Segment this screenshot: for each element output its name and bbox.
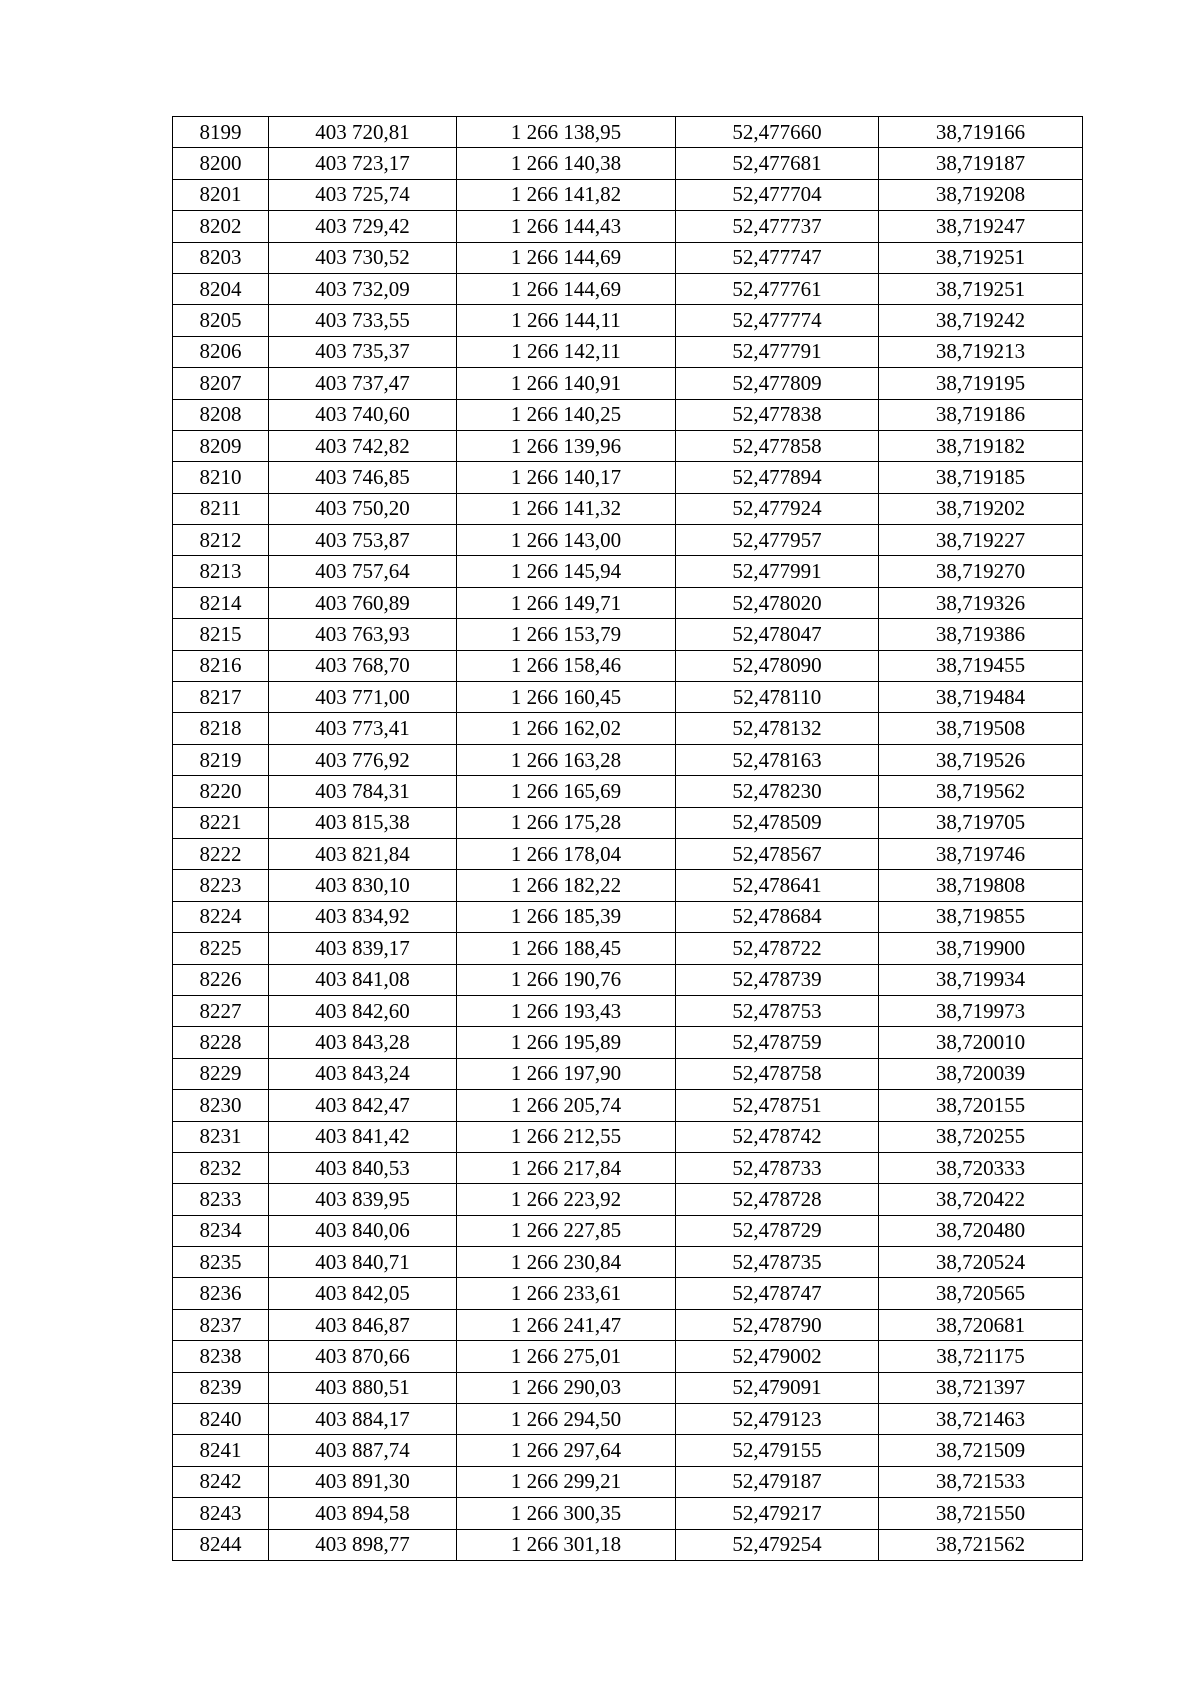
coordinate-y-cell: 1 266 233,61 xyxy=(457,1278,676,1309)
coordinate-x-cell: 403 720,81 xyxy=(269,117,457,148)
coordinate-x-cell: 403 894,58 xyxy=(269,1498,457,1529)
coordinate-x-cell: 403 750,20 xyxy=(269,493,457,524)
coordinates-table-body xyxy=(173,117,1083,1561)
coordinate-y-cell: 1 266 160,45 xyxy=(457,682,676,713)
coordinate-y-cell: 1 266 143,00 xyxy=(457,525,676,556)
coordinate-x-cell: 403 771,00 xyxy=(269,682,457,713)
coordinate-x-cell: 403 737,47 xyxy=(269,368,457,399)
table-row xyxy=(173,1309,1083,1340)
table-row xyxy=(173,587,1083,618)
coordinate-a-cell: 52,478110 xyxy=(676,682,879,713)
table-row xyxy=(173,556,1083,587)
coordinate-a-cell: 52,477774 xyxy=(676,305,879,336)
point-number-cell: 8240 xyxy=(173,1404,269,1435)
coordinate-a-cell: 52,479155 xyxy=(676,1435,879,1466)
coordinate-y-cell: 1 266 158,46 xyxy=(457,650,676,681)
coordinate-a-cell: 52,478567 xyxy=(676,838,879,869)
table-row xyxy=(173,1184,1083,1215)
coordinate-b-cell: 38,719185 xyxy=(879,462,1083,493)
point-number-cell: 8227 xyxy=(173,995,269,1026)
table-row xyxy=(173,430,1083,461)
coordinate-a-cell: 52,478132 xyxy=(676,713,879,744)
point-number-cell: 8236 xyxy=(173,1278,269,1309)
point-number-cell: 8224 xyxy=(173,901,269,932)
coordinate-x-cell: 403 815,38 xyxy=(269,807,457,838)
table-row xyxy=(173,242,1083,273)
coordinate-a-cell: 52,477894 xyxy=(676,462,879,493)
point-number-cell: 8231 xyxy=(173,1121,269,1152)
coordinate-x-cell: 403 834,92 xyxy=(269,901,457,932)
point-number-cell: 8230 xyxy=(173,1090,269,1121)
coordinate-b-cell: 38,719213 xyxy=(879,336,1083,367)
point-number-cell: 8200 xyxy=(173,148,269,179)
coordinate-y-cell: 1 266 195,89 xyxy=(457,1027,676,1058)
coordinate-b-cell: 38,721175 xyxy=(879,1341,1083,1372)
coordinate-b-cell: 38,720480 xyxy=(879,1215,1083,1246)
coordinate-y-cell: 1 266 294,50 xyxy=(457,1404,676,1435)
coordinate-x-cell: 403 840,53 xyxy=(269,1152,457,1183)
table-row xyxy=(173,1372,1083,1403)
coordinate-y-cell: 1 266 163,28 xyxy=(457,744,676,775)
coordinate-b-cell: 38,719705 xyxy=(879,807,1083,838)
point-number-cell: 8205 xyxy=(173,305,269,336)
point-number-cell: 8209 xyxy=(173,430,269,461)
point-number-cell: 8241 xyxy=(173,1435,269,1466)
coordinate-y-cell: 1 266 188,45 xyxy=(457,933,676,964)
coordinate-a-cell: 52,478509 xyxy=(676,807,879,838)
table-row xyxy=(173,1404,1083,1435)
coordinate-a-cell: 52,479254 xyxy=(676,1529,879,1560)
coordinate-x-cell: 403 729,42 xyxy=(269,211,457,242)
coordinate-y-cell: 1 266 175,28 xyxy=(457,807,676,838)
coordinate-x-cell: 403 735,37 xyxy=(269,336,457,367)
point-number-cell: 8226 xyxy=(173,964,269,995)
table-row xyxy=(173,933,1083,964)
coordinate-b-cell: 38,719242 xyxy=(879,305,1083,336)
table-row xyxy=(173,1341,1083,1372)
point-number-cell: 8239 xyxy=(173,1372,269,1403)
coordinate-x-cell: 403 760,89 xyxy=(269,587,457,618)
coordinate-y-cell: 1 266 144,43 xyxy=(457,211,676,242)
coordinate-b-cell: 38,719855 xyxy=(879,901,1083,932)
coordinate-x-cell: 403 723,17 xyxy=(269,148,457,179)
point-number-cell: 8216 xyxy=(173,650,269,681)
coordinate-a-cell: 52,477809 xyxy=(676,368,879,399)
table-row xyxy=(173,1152,1083,1183)
coordinate-a-cell: 52,477838 xyxy=(676,399,879,430)
coordinate-x-cell: 403 732,09 xyxy=(269,273,457,304)
table-row xyxy=(173,336,1083,367)
coordinate-y-cell: 1 266 275,01 xyxy=(457,1341,676,1372)
coordinate-y-cell: 1 266 139,96 xyxy=(457,430,676,461)
coordinate-x-cell: 403 742,82 xyxy=(269,430,457,461)
point-number-cell: 8214 xyxy=(173,587,269,618)
table-row xyxy=(173,493,1083,524)
coordinate-a-cell: 52,478047 xyxy=(676,619,879,650)
coordinate-x-cell: 403 730,52 xyxy=(269,242,457,273)
coordinate-a-cell: 52,478753 xyxy=(676,995,879,1026)
point-number-cell: 8229 xyxy=(173,1058,269,1089)
coordinate-b-cell: 38,719251 xyxy=(879,273,1083,304)
coordinate-b-cell: 38,721463 xyxy=(879,1404,1083,1435)
coordinate-x-cell: 403 753,87 xyxy=(269,525,457,556)
coordinate-y-cell: 1 266 193,43 xyxy=(457,995,676,1026)
coordinate-b-cell: 38,721397 xyxy=(879,1372,1083,1403)
coordinate-b-cell: 38,719808 xyxy=(879,870,1083,901)
coordinate-y-cell: 1 266 140,25 xyxy=(457,399,676,430)
coordinate-b-cell: 38,720524 xyxy=(879,1247,1083,1278)
coordinate-b-cell: 38,719202 xyxy=(879,493,1083,524)
coordinate-x-cell: 403 776,92 xyxy=(269,744,457,775)
table-row xyxy=(173,462,1083,493)
coordinate-a-cell: 52,478733 xyxy=(676,1152,879,1183)
coordinate-b-cell: 38,719182 xyxy=(879,430,1083,461)
coordinate-y-cell: 1 266 190,76 xyxy=(457,964,676,995)
table-row xyxy=(173,368,1083,399)
coordinate-b-cell: 38,721562 xyxy=(879,1529,1083,1560)
coordinate-x-cell: 403 843,24 xyxy=(269,1058,457,1089)
coordinate-x-cell: 403 768,70 xyxy=(269,650,457,681)
table-row xyxy=(173,179,1083,210)
point-number-cell: 8244 xyxy=(173,1529,269,1560)
coordinate-b-cell: 38,719746 xyxy=(879,838,1083,869)
table-row xyxy=(173,901,1083,932)
coordinate-x-cell: 403 842,05 xyxy=(269,1278,457,1309)
point-number-cell: 8221 xyxy=(173,807,269,838)
coordinate-a-cell: 52,477957 xyxy=(676,525,879,556)
coordinate-x-cell: 403 763,93 xyxy=(269,619,457,650)
coordinates-table xyxy=(172,116,1083,1561)
point-number-cell: 8203 xyxy=(173,242,269,273)
coordinate-b-cell: 38,719166 xyxy=(879,117,1083,148)
coordinate-y-cell: 1 266 138,95 xyxy=(457,117,676,148)
coordinate-y-cell: 1 266 197,90 xyxy=(457,1058,676,1089)
coordinate-b-cell: 38,719900 xyxy=(879,933,1083,964)
coordinate-b-cell: 38,719270 xyxy=(879,556,1083,587)
table-row xyxy=(173,1435,1083,1466)
table-row xyxy=(173,1529,1083,1560)
coordinate-x-cell: 403 898,77 xyxy=(269,1529,457,1560)
coordinate-b-cell: 38,719508 xyxy=(879,713,1083,744)
coordinate-y-cell: 1 266 149,71 xyxy=(457,587,676,618)
coordinate-b-cell: 38,719562 xyxy=(879,776,1083,807)
table-row xyxy=(173,399,1083,430)
coordinate-y-cell: 1 266 182,22 xyxy=(457,870,676,901)
point-number-cell: 8208 xyxy=(173,399,269,430)
point-number-cell: 8243 xyxy=(173,1498,269,1529)
coordinate-a-cell: 52,478230 xyxy=(676,776,879,807)
table-row xyxy=(173,305,1083,336)
coordinate-y-cell: 1 266 185,39 xyxy=(457,901,676,932)
coordinate-b-cell: 38,719186 xyxy=(879,399,1083,430)
coordinate-y-cell: 1 266 300,35 xyxy=(457,1498,676,1529)
coordinate-y-cell: 1 266 141,32 xyxy=(457,493,676,524)
coordinate-a-cell: 52,478742 xyxy=(676,1121,879,1152)
coordinate-y-cell: 1 266 145,94 xyxy=(457,556,676,587)
table-row xyxy=(173,1058,1083,1089)
coordinate-b-cell: 38,719973 xyxy=(879,995,1083,1026)
coordinate-x-cell: 403 740,60 xyxy=(269,399,457,430)
coordinate-a-cell: 52,479002 xyxy=(676,1341,879,1372)
coordinate-x-cell: 403 842,60 xyxy=(269,995,457,1026)
table-row xyxy=(173,117,1083,148)
coordinate-b-cell: 38,719195 xyxy=(879,368,1083,399)
coordinate-a-cell: 52,478728 xyxy=(676,1184,879,1215)
coordinate-b-cell: 38,720333 xyxy=(879,1152,1083,1183)
coordinate-y-cell: 1 266 217,84 xyxy=(457,1152,676,1183)
coordinate-x-cell: 403 821,84 xyxy=(269,838,457,869)
coordinate-x-cell: 403 830,10 xyxy=(269,870,457,901)
coordinate-y-cell: 1 266 140,38 xyxy=(457,148,676,179)
coordinate-x-cell: 403 773,41 xyxy=(269,713,457,744)
point-number-cell: 8199 xyxy=(173,117,269,148)
coordinate-a-cell: 52,478641 xyxy=(676,870,879,901)
point-number-cell: 8202 xyxy=(173,211,269,242)
point-number-cell: 8222 xyxy=(173,838,269,869)
coordinate-x-cell: 403 880,51 xyxy=(269,1372,457,1403)
coordinate-b-cell: 38,721509 xyxy=(879,1435,1083,1466)
point-number-cell: 8235 xyxy=(173,1247,269,1278)
coordinate-a-cell: 52,477660 xyxy=(676,117,879,148)
coordinate-x-cell: 403 891,30 xyxy=(269,1466,457,1497)
coordinate-a-cell: 52,479187 xyxy=(676,1466,879,1497)
coordinate-y-cell: 1 266 144,69 xyxy=(457,273,676,304)
coordinate-a-cell: 52,478163 xyxy=(676,744,879,775)
coordinate-b-cell: 38,719227 xyxy=(879,525,1083,556)
coordinate-a-cell: 52,477791 xyxy=(676,336,879,367)
coordinate-b-cell: 38,719187 xyxy=(879,148,1083,179)
table-row xyxy=(173,807,1083,838)
coordinate-b-cell: 38,719386 xyxy=(879,619,1083,650)
point-number-cell: 8204 xyxy=(173,273,269,304)
table-row xyxy=(173,744,1083,775)
table-row xyxy=(173,1090,1083,1121)
coordinate-a-cell: 52,478735 xyxy=(676,1247,879,1278)
coordinate-y-cell: 1 266 140,17 xyxy=(457,462,676,493)
point-number-cell: 8210 xyxy=(173,462,269,493)
coordinate-y-cell: 1 266 144,11 xyxy=(457,305,676,336)
point-number-cell: 8233 xyxy=(173,1184,269,1215)
point-number-cell: 8207 xyxy=(173,368,269,399)
table-row xyxy=(173,838,1083,869)
coordinate-x-cell: 403 784,31 xyxy=(269,776,457,807)
coordinate-a-cell: 52,478739 xyxy=(676,964,879,995)
coordinate-a-cell: 52,477991 xyxy=(676,556,879,587)
coordinate-b-cell: 38,719934 xyxy=(879,964,1083,995)
coordinate-y-cell: 1 266 165,69 xyxy=(457,776,676,807)
table-row xyxy=(173,273,1083,304)
point-number-cell: 8242 xyxy=(173,1466,269,1497)
coordinate-a-cell: 52,477761 xyxy=(676,273,879,304)
point-number-cell: 8212 xyxy=(173,525,269,556)
coordinate-b-cell: 38,720681 xyxy=(879,1309,1083,1340)
coordinate-b-cell: 38,720565 xyxy=(879,1278,1083,1309)
point-number-cell: 8215 xyxy=(173,619,269,650)
point-number-cell: 8206 xyxy=(173,336,269,367)
table-row xyxy=(173,713,1083,744)
point-number-cell: 8219 xyxy=(173,744,269,775)
coordinate-x-cell: 403 746,85 xyxy=(269,462,457,493)
table-row xyxy=(173,650,1083,681)
coordinate-y-cell: 1 266 230,84 xyxy=(457,1247,676,1278)
point-number-cell: 8218 xyxy=(173,713,269,744)
coordinate-y-cell: 1 266 141,82 xyxy=(457,179,676,210)
coordinate-y-cell: 1 266 290,03 xyxy=(457,1372,676,1403)
coordinate-y-cell: 1 266 212,55 xyxy=(457,1121,676,1152)
table-row xyxy=(173,776,1083,807)
coordinate-x-cell: 403 840,06 xyxy=(269,1215,457,1246)
coordinate-y-cell: 1 266 205,74 xyxy=(457,1090,676,1121)
coordinate-b-cell: 38,719247 xyxy=(879,211,1083,242)
point-number-cell: 8223 xyxy=(173,870,269,901)
coordinate-a-cell: 52,479217 xyxy=(676,1498,879,1529)
coordinate-a-cell: 52,478090 xyxy=(676,650,879,681)
coordinate-a-cell: 52,477737 xyxy=(676,211,879,242)
coordinate-x-cell: 403 846,87 xyxy=(269,1309,457,1340)
coordinate-a-cell: 52,477747 xyxy=(676,242,879,273)
coordinate-y-cell: 1 266 299,21 xyxy=(457,1466,676,1497)
table-row xyxy=(173,1215,1083,1246)
table-row xyxy=(173,995,1083,1026)
coordinate-x-cell: 403 725,74 xyxy=(269,179,457,210)
coordinate-b-cell: 38,720422 xyxy=(879,1184,1083,1215)
coordinate-a-cell: 52,478729 xyxy=(676,1215,879,1246)
coordinate-x-cell: 403 884,17 xyxy=(269,1404,457,1435)
coordinate-y-cell: 1 266 153,79 xyxy=(457,619,676,650)
coordinate-x-cell: 403 840,71 xyxy=(269,1247,457,1278)
coordinate-y-cell: 1 266 241,47 xyxy=(457,1309,676,1340)
coordinate-a-cell: 52,478790 xyxy=(676,1309,879,1340)
coordinate-b-cell: 38,719526 xyxy=(879,744,1083,775)
table-row xyxy=(173,1466,1083,1497)
point-number-cell: 8213 xyxy=(173,556,269,587)
coordinate-y-cell: 1 266 142,11 xyxy=(457,336,676,367)
coordinate-a-cell: 52,478747 xyxy=(676,1278,879,1309)
coordinate-y-cell: 1 266 144,69 xyxy=(457,242,676,273)
table-row xyxy=(173,211,1083,242)
coordinate-x-cell: 403 839,17 xyxy=(269,933,457,964)
coordinate-b-cell: 38,720010 xyxy=(879,1027,1083,1058)
coordinate-b-cell: 38,721550 xyxy=(879,1498,1083,1529)
point-number-cell: 8232 xyxy=(173,1152,269,1183)
coordinate-a-cell: 52,478020 xyxy=(676,587,879,618)
table-row xyxy=(173,148,1083,179)
coordinate-x-cell: 403 841,08 xyxy=(269,964,457,995)
coordinate-b-cell: 38,719208 xyxy=(879,179,1083,210)
table-row xyxy=(173,619,1083,650)
coordinate-b-cell: 38,720155 xyxy=(879,1090,1083,1121)
coordinate-x-cell: 403 843,28 xyxy=(269,1027,457,1058)
coordinate-x-cell: 403 887,74 xyxy=(269,1435,457,1466)
coordinate-b-cell: 38,720039 xyxy=(879,1058,1083,1089)
coordinate-y-cell: 1 266 162,02 xyxy=(457,713,676,744)
point-number-cell: 8238 xyxy=(173,1341,269,1372)
coordinate-y-cell: 1 266 301,18 xyxy=(457,1529,676,1560)
coordinate-y-cell: 1 266 297,64 xyxy=(457,1435,676,1466)
coordinate-x-cell: 403 842,47 xyxy=(269,1090,457,1121)
coordinate-b-cell: 38,721533 xyxy=(879,1466,1083,1497)
coordinate-b-cell: 38,719484 xyxy=(879,682,1083,713)
table-row xyxy=(173,1278,1083,1309)
coordinate-x-cell: 403 839,95 xyxy=(269,1184,457,1215)
coordinate-b-cell: 38,719326 xyxy=(879,587,1083,618)
coordinate-a-cell: 52,478758 xyxy=(676,1058,879,1089)
coordinate-a-cell: 52,478684 xyxy=(676,901,879,932)
point-number-cell: 8225 xyxy=(173,933,269,964)
table-row xyxy=(173,682,1083,713)
coordinate-x-cell: 403 870,66 xyxy=(269,1341,457,1372)
coordinate-b-cell: 38,720255 xyxy=(879,1121,1083,1152)
coordinate-a-cell: 52,477924 xyxy=(676,493,879,524)
table-row xyxy=(173,1027,1083,1058)
coordinate-a-cell: 52,478759 xyxy=(676,1027,879,1058)
coordinate-a-cell: 52,478722 xyxy=(676,933,879,964)
coordinate-x-cell: 403 841,42 xyxy=(269,1121,457,1152)
point-number-cell: 8237 xyxy=(173,1309,269,1340)
coordinate-y-cell: 1 266 223,92 xyxy=(457,1184,676,1215)
point-number-cell: 8220 xyxy=(173,776,269,807)
table-row xyxy=(173,964,1083,995)
coordinate-b-cell: 38,719251 xyxy=(879,242,1083,273)
table-row xyxy=(173,1247,1083,1278)
coordinate-a-cell: 52,479123 xyxy=(676,1404,879,1435)
coordinate-a-cell: 52,477681 xyxy=(676,148,879,179)
table-row xyxy=(173,870,1083,901)
coordinate-y-cell: 1 266 227,85 xyxy=(457,1215,676,1246)
table-row xyxy=(173,525,1083,556)
coordinate-x-cell: 403 733,55 xyxy=(269,305,457,336)
coordinate-a-cell: 52,479091 xyxy=(676,1372,879,1403)
table-row xyxy=(173,1121,1083,1152)
coordinate-a-cell: 52,477858 xyxy=(676,430,879,461)
coordinate-b-cell: 38,719455 xyxy=(879,650,1083,681)
coordinate-y-cell: 1 266 140,91 xyxy=(457,368,676,399)
coordinate-y-cell: 1 266 178,04 xyxy=(457,838,676,869)
coordinate-x-cell: 403 757,64 xyxy=(269,556,457,587)
coordinate-a-cell: 52,478751 xyxy=(676,1090,879,1121)
point-number-cell: 8217 xyxy=(173,682,269,713)
point-number-cell: 8234 xyxy=(173,1215,269,1246)
coordinate-a-cell: 52,477704 xyxy=(676,179,879,210)
point-number-cell: 8211 xyxy=(173,493,269,524)
table-row xyxy=(173,1498,1083,1529)
point-number-cell: 8228 xyxy=(173,1027,269,1058)
point-number-cell: 8201 xyxy=(173,179,269,210)
